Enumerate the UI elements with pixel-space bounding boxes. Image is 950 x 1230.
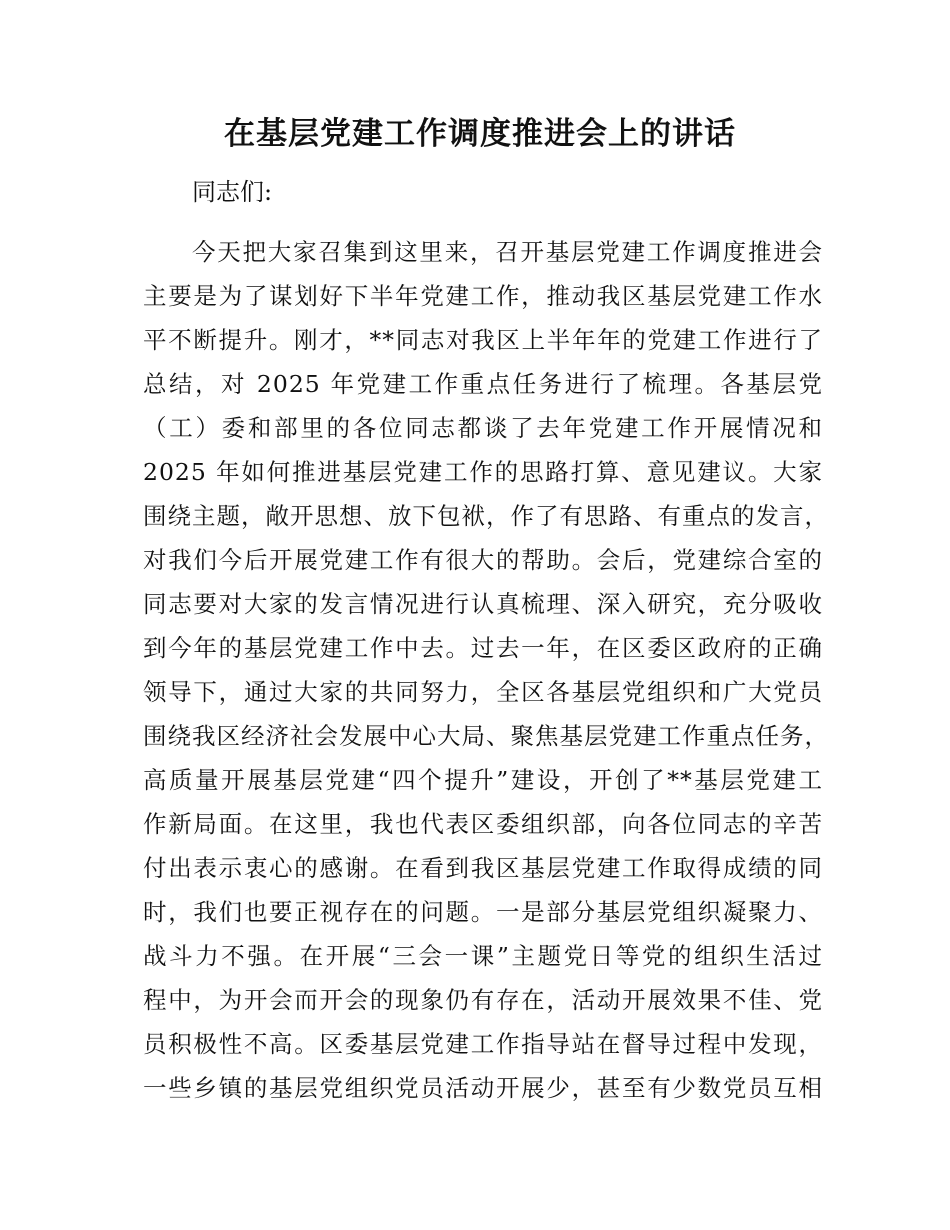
body-line: 程中，为开会而开会的现象仍有存在，活动开展效果不佳、党 <box>143 986 823 1014</box>
body-line: （工）委和部里的各位同志都谈了去年党建工作开展情况和 <box>143 414 823 442</box>
body-line: 主要是为了谋划好下半年党建工作，推动我区基层党建工作水 <box>143 282 823 310</box>
body-line: 战斗力不强。在开展“三会一课”主题党日等党的组织生活过 <box>143 942 823 970</box>
body-line: 同志要对大家的发言情况进行认真梳理、深入研究，充分吸收 <box>143 590 823 618</box>
body-line: 员积极性不高。区委基层党建工作指导站在督导过程中发现， <box>143 1030 823 1058</box>
body-line: 围绕我区经济社会发展中心大局、聚焦基层党建工作重点任务， <box>143 722 829 750</box>
body-line: 高质量开展基层党建“四个提升”建设，开创了**基层党建工 <box>143 766 823 794</box>
body-line: 今天把大家召集到这里来，召开基层党建工作调度推进会 <box>192 238 823 266</box>
body-line: 总结，对 2025 年党建工作重点任务进行了梳理。各基层党 <box>143 370 823 398</box>
page-title: 在基层党建工作调度推进会上的讲话 <box>224 116 736 152</box>
body-line: 围绕主题，敞开思想、放下包袱，作了有思路、有重点的发言， <box>143 502 829 530</box>
body-line: 到今年的基层党建工作中去。过去一年，在区委区政府的正确 <box>143 634 823 662</box>
body-line: 付出表示衷心的感谢。在看到我区基层党建工作取得成绩的同 <box>143 854 823 882</box>
body-line: 2025 年如何推进基层党建工作的思路打算、意见建议。大家 <box>143 458 823 486</box>
body-line: 对我们今后开展党建工作有很大的帮助。会后，党建综合室的 <box>143 546 823 574</box>
salutation: 同志们: <box>192 178 273 206</box>
body-line: 平不断提升。刚才，**同志对我区上半年年的党建工作进行了 <box>143 326 823 354</box>
body-line: 一些乡镇的基层党组织党员活动开展少，甚至有少数党员互相 <box>143 1074 823 1102</box>
body-line: 时，我们也要正视存在的问题。一是部分基层党组织凝聚力、 <box>143 898 823 926</box>
body-line: 作新局面。在这里，我也代表区委组织部，向各位同志的辛苦 <box>143 810 823 838</box>
body-line: 领导下，通过大家的共同努力，全区各基层党组织和广大党员 <box>143 678 823 706</box>
